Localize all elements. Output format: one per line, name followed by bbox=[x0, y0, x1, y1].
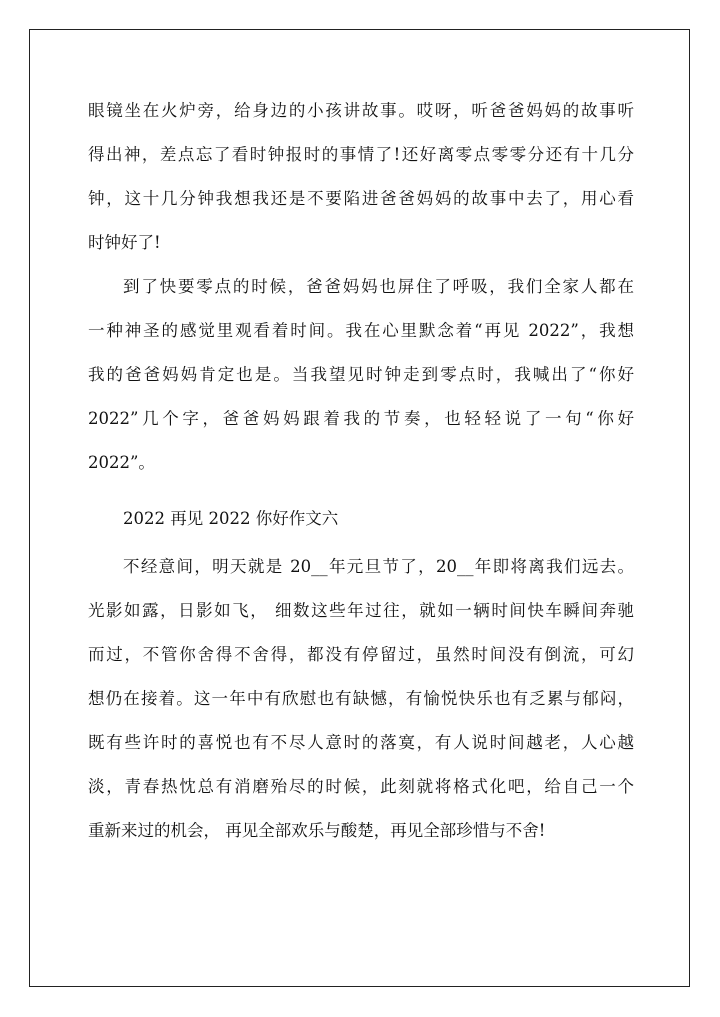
text-line: 想仍在接着。这一年中有欣慰也有缺憾，有愉悦快乐也有乏累与郁闷， bbox=[88, 689, 634, 708]
text-line: 不经意间，明天就是 20__年元旦节了，20__年即将离我们远去。 bbox=[123, 557, 634, 576]
text-line: 眼镜坐在火炉旁，给身边的小孩讲故事。哎呀，听爸爸妈妈的故事听 bbox=[88, 101, 634, 120]
text-line: 2022”几个字，爸爸妈妈跟着我的节奏，也轻轻说了一句“你好 bbox=[88, 409, 634, 428]
text-line: 钟，这十几分钟我想我还是不要陷进爸爸妈妈的故事中去了，用心看 bbox=[88, 189, 634, 208]
text-line: 淡，青春热忱总有消磨殆尽的时候，此刻就将格式化吧，给自己一个 bbox=[88, 777, 634, 796]
text-line: 2022”。 bbox=[88, 453, 155, 472]
text-line: 光影如露，日影如飞， 细数这些年过往，就如一辆时间快车瞬间奔驰 bbox=[88, 601, 634, 620]
text-line: 重新来过的机会， 再见全部欢乐与酸楚，再见全部珍惜与不舍! bbox=[88, 821, 546, 840]
text-line: 到了快要零点的时候，爸爸妈妈也屏住了呼吸，我们全家人都在 bbox=[123, 277, 634, 296]
text-line: 时钟好了! bbox=[88, 233, 161, 252]
section-heading: 2022 再见 2022 你好作文六 bbox=[123, 509, 339, 528]
text-line: 既有些许时的喜悦也有不尽人意时的落寞，有人说时间越老，人心越 bbox=[88, 733, 634, 752]
text-line: 得出神，差点忘了看时钟报时的事情了!还好离零点零零分还有十几分 bbox=[88, 145, 634, 164]
text-line: 我的爸爸妈妈肯定也是。当我望见时钟走到零点时，我喊出了“你好 bbox=[88, 365, 634, 384]
text-line: 而过，不管你舍得不舍得，都没有停留过，虽然时间没有倒流，可幻 bbox=[88, 645, 634, 664]
text-line: 一种神圣的感觉里观看着时间。我在心里默念着“再见 2022”，我想 bbox=[88, 321, 634, 340]
